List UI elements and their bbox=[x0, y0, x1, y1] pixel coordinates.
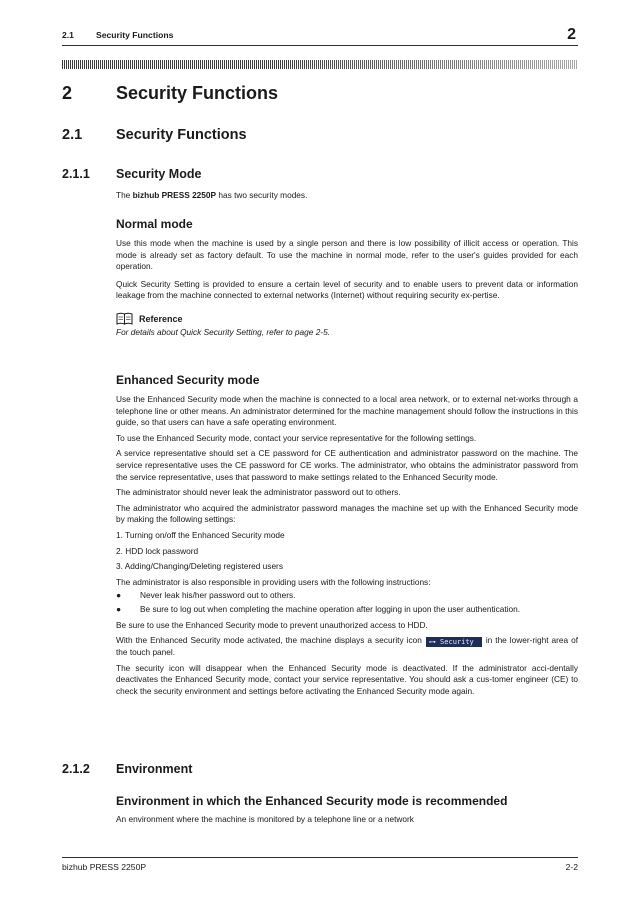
enhanced-paragraph-8: With the Enhanced Security mode activated, the machine displays a security icon ⊶ Security in the lower-right area of the touch panel. bbox=[116, 635, 578, 658]
environment-heading: Environment in which the Enhanced Security mode is recommended bbox=[116, 794, 508, 808]
environment-paragraph: An environment where the machine is monitored by a telephone line or a network bbox=[116, 814, 414, 824]
bullet-dot: ● bbox=[116, 603, 122, 614]
chapter-number: 2 bbox=[62, 83, 73, 103]
normal-mode-paragraph-2: Quick Security Setting is provided to ensure a certain level of security and to enable users to prevent data or information leakage from the machine connected to external networks (Internet) without requiring security ex-pertise. bbox=[116, 278, 578, 301]
section-number: 2.1 bbox=[62, 127, 83, 143]
header-chapter-number: 2 bbox=[567, 26, 576, 43]
enhanced-paragraph-2: To use the Enhanced Security mode, contact your service representative for the following settings. bbox=[116, 432, 477, 443]
reference-text: For details about Quick Security Setting, refer to page 2-5. bbox=[116, 326, 330, 337]
reference-heading bbox=[116, 312, 578, 327]
enhanced-paragraph-7: Be sure to use the Enhanced Security mode to prevent unauthorized access to HDD. bbox=[116, 619, 428, 630]
footer-page-number: 2-2 bbox=[565, 862, 578, 872]
environment-section bbox=[116, 794, 578, 826]
bullet-item: ● Never leak his/her password out to others. bbox=[116, 590, 296, 601]
enhanced-mode-section bbox=[116, 373, 578, 697]
subsection-2-number: 2.1.2 bbox=[62, 762, 90, 776]
subsection-title: Security Mode bbox=[116, 167, 202, 181]
subsection-number: 2.1.1 bbox=[62, 167, 90, 181]
header-section-number: 2.1 bbox=[62, 30, 74, 40]
header-section-title: Security Functions bbox=[96, 30, 174, 40]
enhanced-paragraph-1: Use the Enhanced Security mode when the machine is connected to a local area network, or to external net-works through a telephone line or other means. An administrator determined for the machine management should follow the instructions in this guide, so that users can have a safe operating environment. bbox=[116, 394, 578, 428]
list-item: 1. Turning on/off the Enhanced Security mode bbox=[116, 529, 285, 540]
list-item: 3. Adding/Changing/Deleting registered users bbox=[116, 561, 283, 572]
chapter-title: Security Functions bbox=[116, 83, 279, 103]
bullet-item: ● Be sure to log out when completing the machine operation after logging in upon the user authentication. bbox=[116, 603, 521, 614]
footer-product-name: bizhub PRESS 2250P bbox=[62, 862, 147, 872]
enhanced-paragraph-5: The administrator who acquired the administrator password manages the machine set up with the Enhanced Security mode by making the following settings: bbox=[116, 502, 578, 525]
footer-rule bbox=[62, 857, 578, 858]
enhanced-mode-heading: Enhanced Security mode bbox=[116, 373, 260, 387]
running-header bbox=[62, 26, 578, 44]
enhanced-paragraph-9: The security icon will disappear when the Enhanced Security mode is deactivated. If the administrator acci-dentally deactivates the Enhanced Security mode, contact your service representative. You should ask a cus-tomer engineer (CE) to check the security environment and settings before activating the Enhanced Security mode again. bbox=[116, 662, 578, 696]
enhanced-paragraph-4: The administrator should never leak the administrator password out to others. bbox=[116, 487, 401, 498]
reference-label: Reference bbox=[139, 314, 183, 325]
enhanced-paragraph-6: The administrator is also responsible in providing users with the following instructions: bbox=[116, 576, 431, 587]
header-rule bbox=[62, 45, 578, 46]
bullet-dot: ● bbox=[116, 590, 122, 601]
decorative-pattern-bar bbox=[62, 60, 578, 69]
subsection-2-title: Environment bbox=[116, 762, 193, 776]
normal-mode-section bbox=[116, 217, 578, 339]
security-mode-intro: The bizhub PRESS 2250P has two security modes. bbox=[116, 190, 308, 200]
enhanced-paragraph-3: A service representative should set a CE password for CE authentication and administrator password on the machine. The service representative uses the CE password for CE works. The administrator, who obtains the administrator password from the service representative, uses that password to make settings related to the Enhanced Security mode. bbox=[116, 448, 578, 482]
section-title: Security Functions bbox=[116, 127, 247, 143]
list-item: 2. HDD lock password bbox=[116, 545, 199, 556]
book-icon bbox=[116, 312, 133, 327]
normal-mode-heading: Normal mode bbox=[116, 217, 193, 231]
security-status-icon: ⊶ Security bbox=[426, 637, 482, 647]
product-name: bizhub PRESS 2250P bbox=[132, 190, 217, 200]
normal-mode-paragraph-1: Use this mode when the machine is used by a single person and there is low possibility of illicit access or operation. This mode is already set as factory default. To use the machine in normal mode, refer to the user's guides provided for each operation. bbox=[116, 238, 578, 272]
